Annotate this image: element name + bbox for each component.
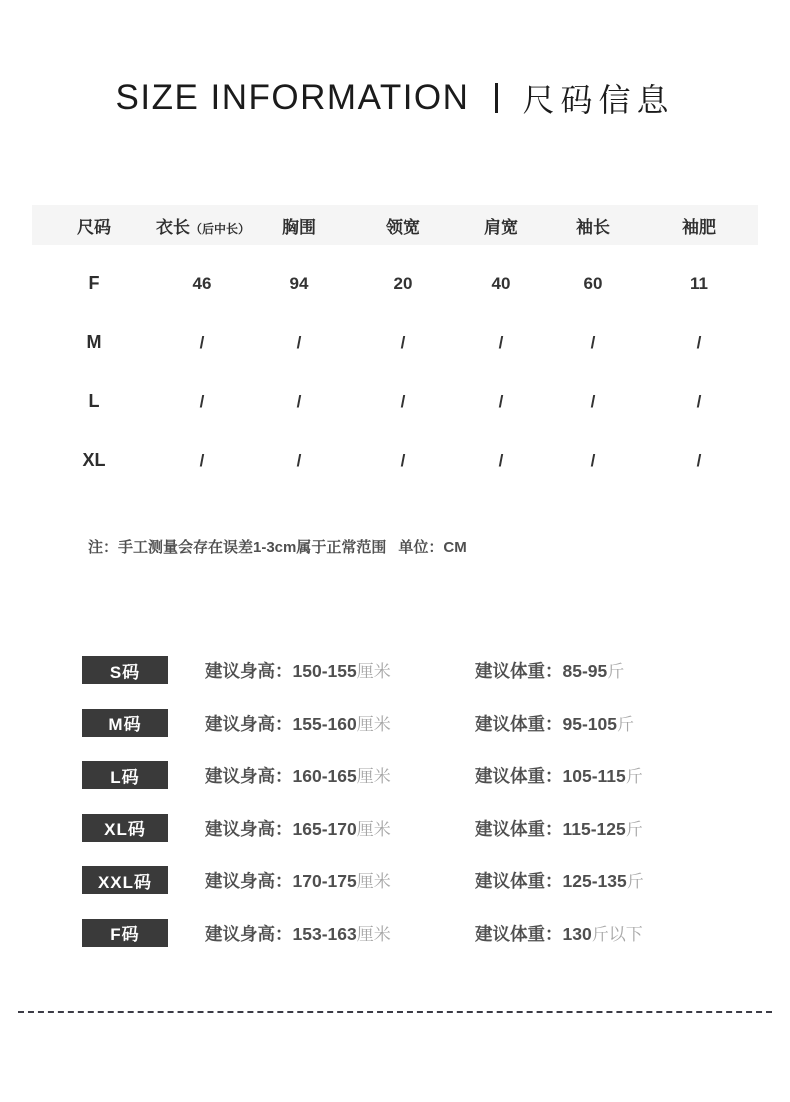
table-cell: / (590, 450, 596, 470)
weight-recommendation (475, 762, 643, 788)
header-cell-sub-label: （后中长） (190, 221, 251, 236)
weight-label: 建议体重： (475, 713, 563, 734)
table-cell: / (199, 450, 205, 470)
table-cell: 11 (690, 273, 708, 293)
header-cell-bust: 胸围 (282, 217, 316, 237)
row-size-label: M (86, 332, 102, 352)
table-cell: / (296, 391, 302, 411)
height-recommendation (205, 867, 455, 893)
header-cell-garment-length: 衣长（后中长） (156, 217, 251, 237)
title-english: SIZE INFORMATION (115, 78, 470, 117)
table-cell: 60 (583, 273, 603, 293)
header-cell-size: 尺码 (77, 217, 111, 237)
table-cell: / (199, 391, 205, 411)
weight-unit: 斤 (607, 662, 625, 681)
weight-label: 建议体重： (475, 923, 563, 944)
table-cell: 94 (289, 273, 309, 293)
weight-unit: 斤 (625, 819, 643, 839)
height-recommendation (205, 710, 455, 736)
height-value: 153-163 (292, 923, 357, 944)
table-cell: / (696, 332, 702, 352)
table-cell: / (400, 332, 406, 352)
recommendation-row (82, 656, 644, 684)
table-cell: / (296, 450, 302, 470)
height-unit: 厘米 (356, 924, 391, 944)
size-badge: XL码 (82, 814, 168, 842)
table-cell: / (696, 450, 702, 470)
size-badge: L码 (82, 761, 168, 789)
height-label: 建议身高： (205, 766, 293, 786)
size-table (32, 205, 758, 490)
size-badge: XXL码 (82, 866, 168, 894)
measurement-note (88, 536, 467, 557)
header-cell-neck-width: 领宽 (386, 217, 420, 237)
weight-unit: 斤以下 (591, 924, 643, 944)
table-cell: 46 (192, 273, 212, 293)
size-badge: F码 (82, 919, 168, 947)
table-row (32, 313, 758, 372)
row-size-label: XL (82, 450, 106, 470)
height-recommendation (205, 762, 455, 788)
size-badge: M码 (82, 709, 168, 737)
size-badge: S码 (82, 656, 168, 684)
header-cell-sleeve-width: 袖肥 (682, 217, 716, 237)
size-recommendations (82, 656, 644, 947)
title-divider (495, 83, 498, 113)
height-value: 165-170 (292, 818, 357, 839)
weight-value: 85-95 (562, 661, 608, 681)
recommendation-row (82, 761, 644, 789)
note-text: 注：手工测量会存在误差1-3cm属于正常范围 (88, 539, 387, 556)
table-cell: / (296, 332, 302, 352)
table-row (32, 372, 758, 431)
height-value: 150-155 (292, 661, 357, 681)
height-unit: 厘米 (356, 714, 391, 734)
weight-label: 建议体重： (475, 766, 563, 786)
row-size-label: F (88, 273, 100, 293)
height-label: 建议身高： (205, 923, 293, 944)
weight-recommendation (475, 815, 643, 841)
height-label: 建议身高： (205, 818, 293, 839)
weight-value: 105-115 (562, 766, 626, 786)
height-label: 建议身高： (205, 661, 293, 681)
table-cell: 20 (393, 273, 413, 293)
weight-value: 115-125 (562, 818, 626, 839)
height-value: 155-160 (292, 713, 357, 734)
height-value: 170-175 (292, 871, 357, 891)
title-chinese: 尺码信息 (522, 82, 675, 118)
height-unit: 厘米 (356, 767, 391, 786)
weight-recommendation (475, 657, 624, 683)
weight-label: 建议体重： (475, 871, 563, 891)
header-cell-sleeve-length: 袖长 (576, 217, 610, 237)
weight-unit: 斤 (626, 872, 644, 891)
recommendation-row (82, 866, 644, 894)
weight-value: 95-105 (562, 713, 617, 734)
table-cell: / (696, 391, 702, 411)
table-cell: / (590, 391, 596, 411)
height-recommendation (205, 815, 455, 841)
weight-recommendation (475, 920, 643, 946)
weight-unit: 斤 (625, 767, 643, 786)
height-label: 建议身高： (205, 871, 293, 891)
size-table-header (32, 205, 758, 245)
table-cell: / (498, 391, 504, 411)
height-value: 160-165 (292, 766, 357, 786)
height-unit: 厘米 (356, 872, 391, 891)
row-size-label: L (88, 391, 100, 411)
table-cell: / (400, 391, 406, 411)
weight-recommendation (475, 710, 634, 736)
weight-unit: 斤 (617, 714, 634, 734)
page-title (0, 74, 790, 122)
weight-value: 130 (562, 923, 592, 944)
recommendation-row (82, 709, 644, 737)
table-row (32, 431, 758, 490)
weight-label: 建议体重： (475, 661, 563, 681)
table-cell: / (400, 450, 406, 470)
weight-recommendation (475, 867, 644, 893)
weight-value: 125-135 (562, 871, 627, 891)
height-unit: 厘米 (356, 662, 391, 681)
height-recommendation (205, 920, 455, 946)
weight-label: 建议体重： (475, 818, 563, 839)
height-recommendation (205, 657, 455, 683)
height-label: 建议身高： (205, 713, 293, 734)
table-cell: / (498, 332, 504, 352)
recommendation-row (82, 814, 644, 842)
height-unit: 厘米 (356, 819, 391, 839)
table-cell: 40 (491, 273, 511, 293)
recommendation-row (82, 919, 644, 947)
table-row (32, 254, 758, 313)
size-table-body (32, 245, 758, 490)
table-cell: / (199, 332, 205, 352)
table-cell: / (498, 450, 504, 470)
table-cell: / (590, 332, 596, 352)
dashed-divider (18, 1011, 772, 1013)
header-cell-shoulder-width: 肩宽 (484, 217, 518, 237)
unit-note: 单位：CM (398, 539, 467, 556)
